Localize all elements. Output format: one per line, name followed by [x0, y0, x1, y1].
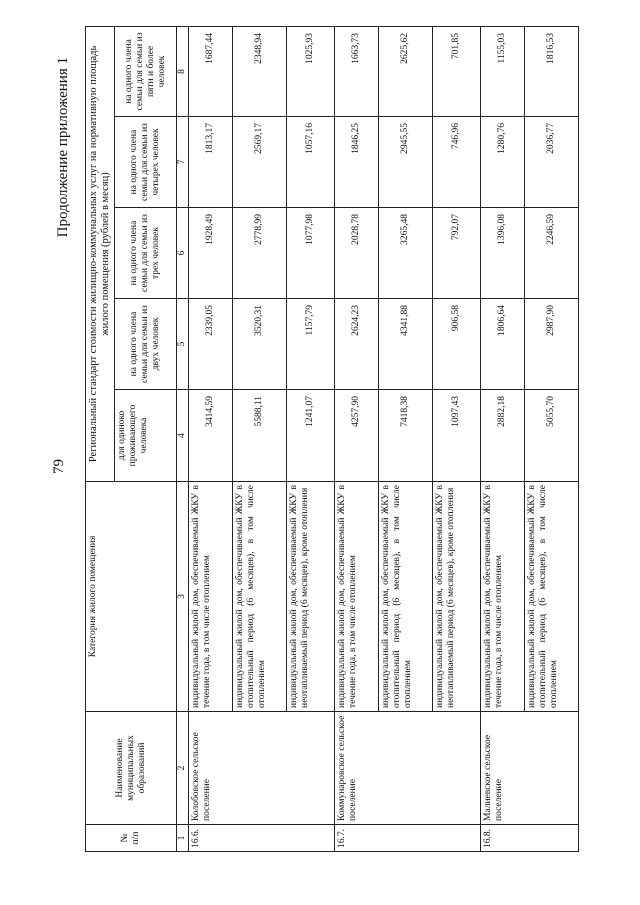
value-cell: 746,96	[433, 117, 481, 208]
row-number: 16.6.	[189, 825, 335, 852]
header-standard-group: Региональный стандарт стоимости жилищно-коммунальных услуг на нормативную площадь жилого помещения (рублей в месяц)	[86, 26, 115, 481]
column-number: 1	[177, 825, 189, 852]
value-cell: 701,85	[433, 26, 481, 116]
value-cell: 1663,73	[335, 26, 379, 116]
value-cell: 2624,23	[335, 299, 379, 390]
value-cell: 2882,18	[481, 390, 525, 482]
row-number: 16.8.	[481, 825, 579, 852]
value-cell: 2028,78	[335, 208, 379, 299]
value-cell: 1057,16	[287, 117, 335, 208]
header-two: на одного члена семьи для семьи из двух человек	[115, 299, 177, 390]
value-cell: 1396,08	[481, 208, 525, 299]
rotated-page	[55, 27, 559, 852]
value-cell: 2246,59	[525, 208, 579, 299]
value-cell: 1806,64	[481, 299, 525, 390]
value-cell: 1157,79	[287, 299, 335, 390]
value-cell: 1097,43	[433, 390, 481, 482]
value-cell: 3520,31	[233, 299, 287, 390]
category-cell: индивидуальный жилой дом, обеспечиваемый ЖКУ в отопительный период (6 месяцев), в том числе отоплением	[233, 482, 287, 712]
category-cell: индивидуальный жилой дом, обеспечиваемый ЖКУ в течение года, в том числе отоплением	[189, 482, 233, 712]
value-cell: 1928,49	[189, 208, 233, 299]
value-cell: 3265,48	[379, 208, 433, 299]
header-single: для одиноко проживающего человека	[115, 390, 177, 482]
value-cell: 2339,05	[189, 299, 233, 390]
column-number: 6	[177, 208, 189, 299]
value-cell: 4257,90	[335, 390, 379, 482]
value-cell: 1077,98	[287, 208, 335, 299]
category-cell: индивидуальный жилой дом, обеспечиваемый ЖКУ в течение года, в том числе отоплением	[481, 482, 525, 712]
value-cell: 2569,17	[233, 117, 287, 208]
column-number: 3	[177, 482, 189, 712]
supplement-title: Продолжение приложения 1	[55, 57, 71, 238]
value-cell: 792,07	[433, 208, 481, 299]
header-three: на одного члена семьи для семьи из трех человек	[115, 208, 177, 299]
column-number: 8	[177, 26, 189, 116]
value-cell: 2778,99	[233, 208, 287, 299]
value-cell: 1280,76	[481, 117, 525, 208]
value-cell: 1687,44	[189, 26, 233, 116]
category-cell: индивидуальный жилой дом, обеспечиваемый ЖКУ в неотапливаемый период (6 месяцев), кроме отопления	[433, 482, 481, 712]
value-cell: 5588,11	[233, 390, 287, 482]
value-cell: 1025,93	[287, 26, 335, 116]
value-cell: 2945,55	[379, 117, 433, 208]
value-cell: 1155,03	[481, 26, 525, 116]
column-numbers-row	[177, 26, 189, 851]
value-cell: 1813,17	[189, 117, 233, 208]
value-cell: 5055,70	[525, 390, 579, 482]
category-cell: индивидуальный жилой дом, обеспечиваемый ЖКУ в отопительный период (6 месяцев), в том числе отоплением	[379, 482, 433, 712]
municipality-name: Колобовское сельское поселение	[189, 712, 335, 825]
header-municipality: Наименование муниципальных образований	[86, 712, 177, 825]
category-cell: индивидуальный жилой дом, обеспечиваемый ЖКУ в течение года, в том числе отоплением	[335, 482, 379, 712]
header-five-plus: на одного члена семьи для семьи из пяти и более человек	[115, 26, 177, 116]
column-number: 5	[177, 299, 189, 390]
housing-standards-table	[85, 26, 579, 852]
category-cell: индивидуальный жилой дом, обеспечиваемый ЖКУ в отопительный период (6 месяцев), в том числе отоплением	[525, 482, 579, 712]
column-number: 4	[177, 390, 189, 482]
value-cell: 2348,94	[233, 26, 287, 116]
row-number: 16.7.	[335, 825, 481, 852]
value-cell: 2987,90	[525, 299, 579, 390]
value-cell: 906,58	[433, 299, 481, 390]
value-cell: 2036,77	[525, 117, 579, 208]
value-cell: 1241,07	[287, 390, 335, 482]
value-cell: 3414,59	[189, 390, 233, 482]
column-number: 2	[177, 712, 189, 825]
page-number: 79	[51, 459, 67, 474]
value-cell: 1816,53	[525, 26, 579, 116]
municipality-name: Коммунаровское сельское поселение	[335, 712, 481, 825]
header-num: № п/п	[86, 825, 177, 852]
header-category: Категория жилого помещения	[86, 482, 177, 712]
value-cell: 2625,62	[379, 26, 433, 116]
value-cell: 1846,25	[335, 117, 379, 208]
category-cell: индивидуальный жилой дом, обеспечиваемый ЖКУ в неотапливаемый период (6 месяцев), кроме отопления	[287, 482, 335, 712]
value-cell: 7418,38	[379, 390, 433, 482]
header-four: на одного члена семьи для семьи из четырех человек	[115, 117, 177, 208]
municipality-name: Малиевское сельское поселение	[481, 712, 579, 825]
value-cell: 4341,88	[379, 299, 433, 390]
column-number: 7	[177, 117, 189, 208]
